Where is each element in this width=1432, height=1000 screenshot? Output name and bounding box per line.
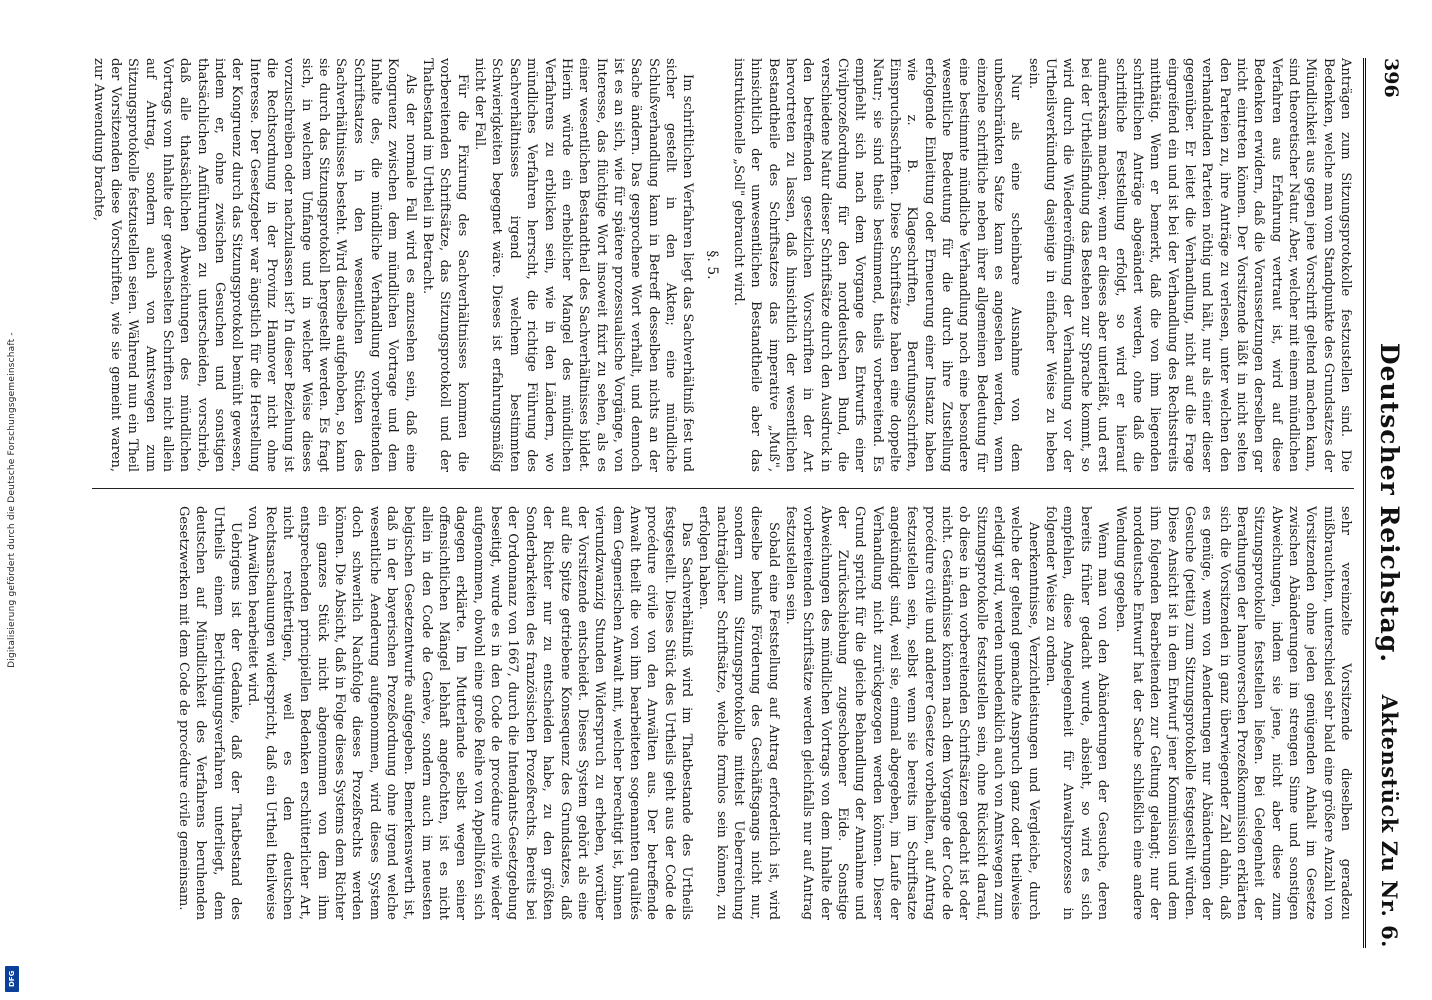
paragraph: Anträgen zum Sitzungsprotokolle festzustellen sind. Die Bedenken, welche man vom Standpunkte des Grundsatzes der Mündlichkeit aus gegen jene Vorschrift geltend machen kann, sind theoretischer Natur. Aber, welcher mit einem mündlichen Verfahren aus Erfahrung vertraut ist, wird auf diese Bedenken erwidern, daß die Voraussetzungen derselben gar nicht eintreten können. Der Vorsitzende läßt in nicht selten den Parteien zu, ihre Anträge zu verlesen, unter welchen den verhandelnden Parteien nöthig und hält, nur als einer dieser gegenüber. Er leitet die Verhandlung, nicht auf die Frage eingreifend ein und ist bei der Verhandlung des Rechtsstreits mitthätig. Wenn er bemerkt, daß die von ihm liegenden schriftlichen Anträge abgeändert werden, ohne daß die schriftliche Feststellung erfolgt, so wird er hierauf aufmerksam machen; wenn er dieses aber unterläßt, und erst bei der Urtheilsfindung das Bestehen zur Sprache kommt, so wird durch die Wiedereröffnung der Verhandlung vor der Urtheilsverkündung dasjenige in einfacher Weise zu heben sein. [1025,58,1353,472]
page-header [1363,58,1406,948]
scanned-page [70,28,1410,972]
page-title: Deutscher Reichstag. [1375,342,1404,664]
paragraph: Sobald eine Feststellung auf Antrag erforderlich ist, wird dieselbe behufs Förderung des Geschäftsgangs nicht nur, sondern zum Sitzungsprotokolle mittelst Ueberreichung nachträglicher Schriftsätze, welche formlos sein können, zu erfolgen haben. [696,506,781,920]
paragraph: Als der normale Fall wird es anzusehen sein, daß eine Kongruenz zwischen dem mündlichen Vortrage und dem Inhalte des, die mündliche Verhandlung vorbereitenden Schriftsatzes in den wesentlichen Stücken des Sachverhältnisses besteht. Wird dieselbe aufgehoben, so kann sie durch das Sitzungsprotokoll hergestellt werden. Es fragt sich, in welchem Umfange und in welcher Weise dieses vorzuschreiben oder nachzulassen ist? In dieser Beziehung ist die Rechtsordnung in der Provinz Hannover nicht ohne Interesse. Der Gesetzgeber war ängstlich für die Herstellung der Kongruenz durch das Sitzungsprotokoll bemüht gewesen, indem er, ohne zwischen Gesuchen und sonstigen thatsächlichen Anführungen zu unterscheiden, vorschrieb, daß alle thatsächlichen Abweichungen des mündlichen Vortrags vom Inhalte der gewechselten Schriften nicht allein auf Antrag, sondern auch von Amtswegen zum Sitzungsprotokolle festzustellen seien. Während nun ein Theil der Vorsitzenden diese Vorschriften, wie sie gemeint waren, zur Anwendung brachte, [90,58,418,472]
document-reference: Aktenstück Zu Nr. 6. [1377,694,1402,948]
paragraph: Anerkenntnisse, Verzichtleistungen und Vergleiche, durch welche der geltend gemachte Anspruch ganz oder theilweise erledigt wird, werden unbedenklich auch von Amtswegen zum Sitzungsprotokolle festzustellen sein, ohne Rücksicht darauf, ob diese in den vorbereitenden Schriftsätzen gedacht ist oder nicht. Geständnisse können nach dem Vorgange der Code de procédure civile und anderer Gesetze vorbehalten, auf Antrag festzustellen sein, selbst wenn sie bereits im Schriftsatze angekündigt sind, weil sie, einmal abgegeben, im Laufe der Verhandlung nicht zurückgezogen werden können. Dieser Grund spricht für die gleiche Behandlung der Annahme und der Zurückschiebung zugeschobener Eide. Sonstige Abweichungen des mündlichen Vortrags von dem Inhalte der vorbereitenden Schriftsätze werden gleichfalls nur auf Antrag festzustellen sein. [783,506,1041,920]
paragraph: Im schriftlichen Verfahren liegt das Sachverhältniß fest und sicher gestellt in den Akten; eine mündliche Schlußverhandlung kann in Betreff desselben nichts an der Sache ändern. Das gesprochene Wort verhallt, und dennoch ist es an sich, wie für spätere prozessualische Vorgänge, von Interesse, das flüchtige Wort insoweit fixirt zu sehen, als es einer wesentlichen Bestandtheil des Sachverhältnisses bildet. Hierin würde ein erheblicher Mangel des mündlichen Verfahrens zu erblicken sein, wie in den Ländern, wo mündliches Verfahren herrscht, die richtige Führung des Sachverhältnisses irgend welchem bestimmten Schwierigkeiten begegnet wäre. Dieses ist erfahrungsmäßig nicht der Fall. [472,58,696,472]
paragraph: Das Sachverhältniß wird im Thatbestande des Urtheils festgestellt. Dieses Stück des Urtheils geht aus der Code de procédure civile von den Anwälten aus. Der betreffende Anwalt theilt die von ihm bearbeiteten sogenannten qualités dem Gegnerischen Anwalt mit, welcher berechtigt ist, binnen vierundzwanzig Stunden Widerspruch zu erheben, worüber der Vorsitzende entscheidet. Dieses System gehört als eine auf die Spitze getriebene Konsequenz des Grundsatzes, daß der Richter nur zu entscheiden habe, zu den größten Sonderbarkeiten des französischen Prozeßrechts. Bereits bei der Ordonnanz von 1667, durch die Intendants-Gesetzgebung beseitigt, wurde es in den Code de procédure civile wieder aufgenommen, obwohl eine große Reihe von Appellhöfen sich dagegen erklärte. Im Mutterlande selbst wegen seiner offensichtlichen Mängel lebhaft angefochten, ist es nicht allein in den Code de Genève, sondern auch im neuesten belgischen Gesetzentwurfe aufgegeben. Bemerkenswerth ist, daß in der bayerischen Prozeßordnung ohne irgend welche wesentliche Aenderung aufgenommen, wird dieses System doch schwerlich Nachfolge dieses Prozeßrechts werden können. Die Absicht, daß in Folge dieses Systems dem Richter ein ganzes Stück nicht abgenommen von dem ihm entsprechenden principiellen Bedenken erschütterlicher Art, nicht rechtfertigen, weil es den deutschen Rechtsanschauungen widerspricht, daß ein Urtheil theilweise von Anwälten bearbeitet wird. [245,506,694,920]
left-column [84,58,1354,472]
dfg-logo: DFG [5,966,19,992]
rotated-page-content [70,28,1410,972]
paragraph: Wenn man von den Abänderungen der Gesuche, deren bereits früher gedacht wurde, absieht, so wird es sich empfehlen, diese Angelegenheit für Anwaltsprozesse in folgender Weise zu ordnen. [1043,506,1111,920]
paragraph: sehr vereinzelte Vorsitzende dieselben geradezu mißbrauchten, unterschied sehr bald eine größere Anzahl von Vorsitzenden ohne jeden genügenden Anhalt im Gesetze zwischen Abänderungen im strengen Sinne und sonstigen Abweichungen, indem sie jene, nicht aber diese zum Sitzungsprotokolle feststellen ließen. Bei Gelegenheit der Berathungen der hannoverschen Prozeßkommission erklärten sich die Vorsitzenden in ganz überwiegender Zahl dahin, daß es genüge, wenn von Aenderungen nur Abänderungen der Gesuche (petita) zum Sitzungsprotokolle festgestellt würden. Diese Ansicht ist in dem Entwurf jener Kommission und dem ihm folgenden Bearbeitenden zur Geltung gelangt; nur der norddeutsche Entwurf hat der Sache schließlich eine andere Wendung gegeben. [1112,506,1353,920]
section-heading: §. 5. [703,250,720,280]
paragraph: Uebrigens ist der Gedanke, daß der Thatbestand des Urtheils einem Berichtigungsverfahren unterliegt, dem deutschen auf Mündlichkeit des Verfahrens beruhenden Gesetzwerken mit dem Code de procédure civile gemeinsam. [175,506,243,920]
column-divider [92,488,1354,489]
right-column [84,506,1354,920]
paragraph: Für die Fixirung des Sachverhältnisses kommen die vorbereitenden Schriftsätze, das Sitzungsprotokoll und der Thatbestand im Urtheil in Betracht. [420,58,470,472]
page-number: 396 [1380,58,1402,98]
paragraph: Nur als eine scheinbare Ausnahme von dem unbeschränkten Satze kann es angesehen werden, wenn einzelne schriftliche neben ihrer allgemeinen Bedeutung für eine bestimmte mündliche Verhandlung noch eine besondere wesentliche Bedeutung für die durch ihre Zustellung erfolgende Einleitung oder Erneuerung einer Instanz haben wie z. B. Klageschriften, Berufungsschriften, Einspruchsschriften. Diese Schriftsätze haben eine doppelte Natur; sie sind theils bestimmend, theils vorbereitend. Es empfiehlt sich nach dem Vorgange des Entwurfs einer Civilprozeßordnung für den norddeutschen Bund, die verschiedene Natur dieser Schriftsätze durch den Ausdruck in den betreffenden gesetzlichen Vorschriften in der Art hervortreten zu lassen, daß hinsichtlich der wesentlichen Bestandtheile des Schriftsatzes das imperative „Muß", hinsichtlich der unwesentlichen Bestandtheile aber das instruktionelle „Soll" gebraucht wird. [730,58,1024,472]
digitization-credit: Digitalisierung gefördert durch die Deutsche Forschungsgemeinschaft - [7,332,17,668]
scan-margin [0,0,24,1000]
